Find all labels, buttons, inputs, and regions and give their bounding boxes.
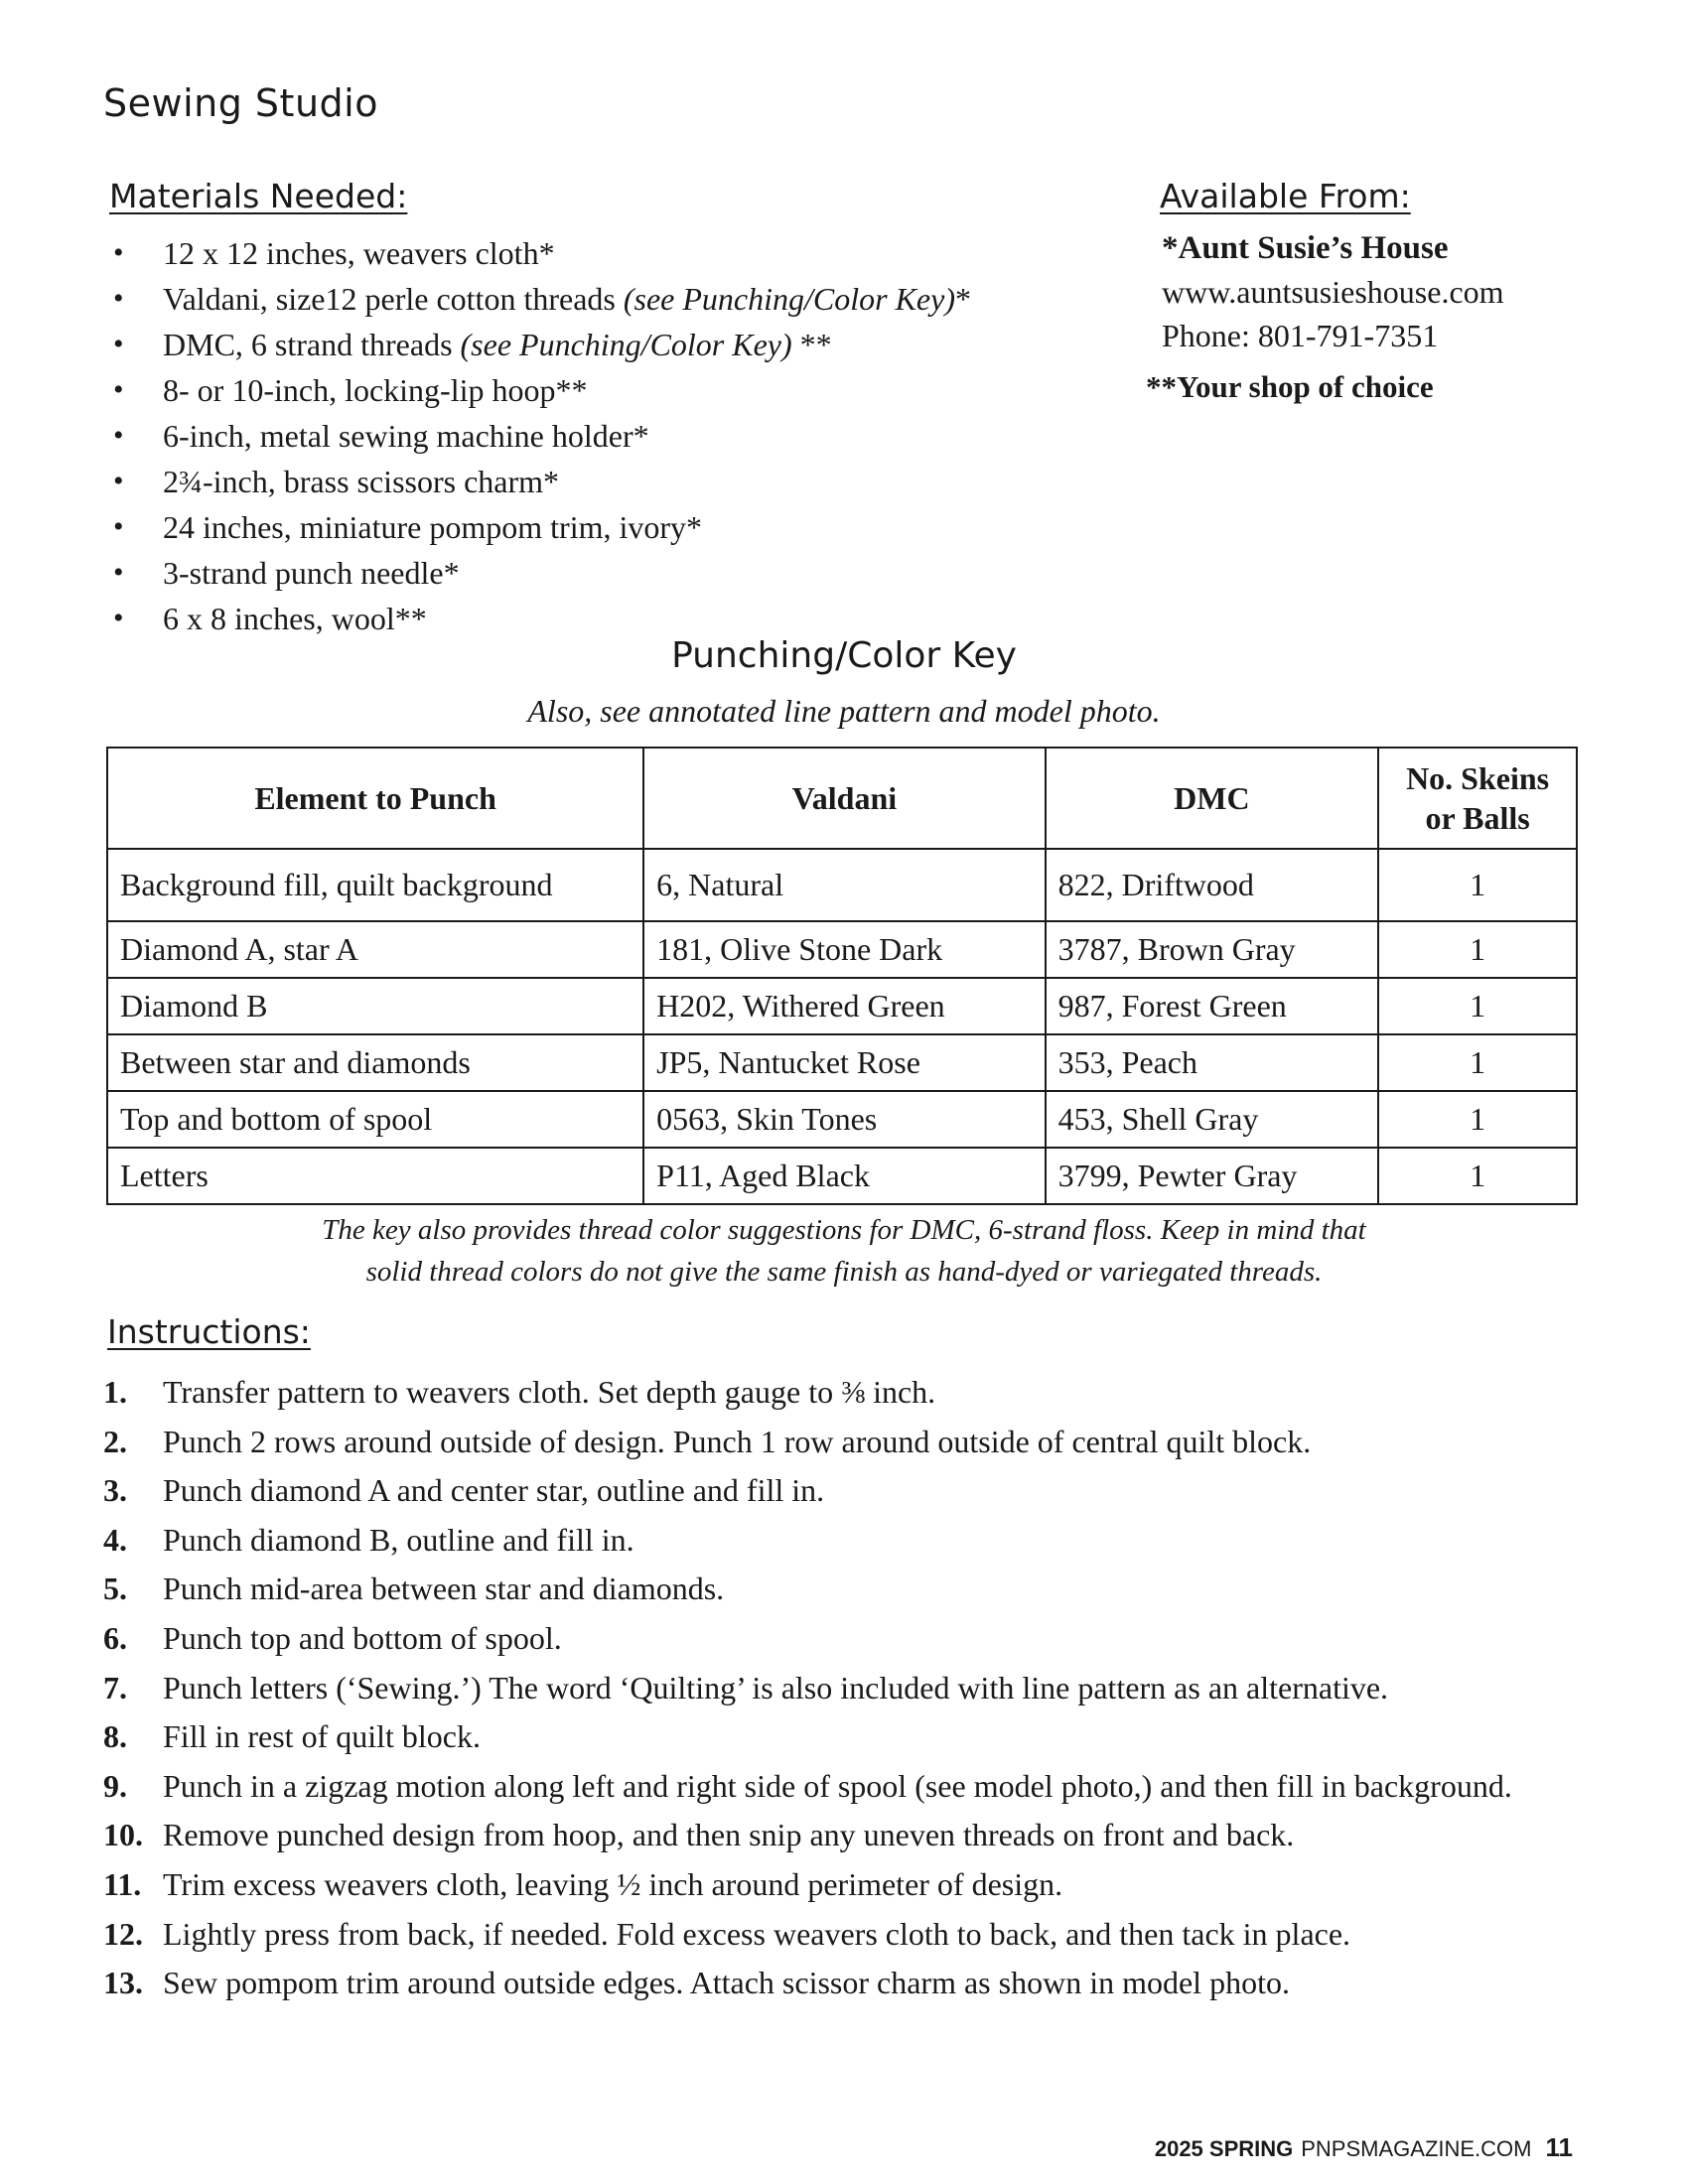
cell-element: Top and bottom of spool <box>107 1091 643 1148</box>
instruction-step: 11. Trim excess weavers cloth, leaving ½ inch around perimeter of design. <box>103 1865 1063 1902</box>
cell-dmc: 453, Shell Gray <box>1046 1091 1379 1148</box>
color-key-table <box>106 747 1578 1205</box>
cell-dmc: 353, Peach <box>1046 1034 1379 1091</box>
materials-heading: Materials Needed: <box>109 177 408 215</box>
materials-list <box>107 230 1100 641</box>
cell-dmc: 3787, Brown Gray <box>1046 921 1379 978</box>
instruction-step: 10. Remove punched design from hoop, and then snip any uneven threads on front and back. <box>103 1817 1295 1853</box>
cell-dmc: 987, Forest Green <box>1046 978 1379 1034</box>
instruction-step: 12. Lightly press from back, if needed. Fold excess weavers cloth to back, and then tack in place. <box>103 1915 1351 1952</box>
shop-phone: Phone: 801-791-7351 <box>1162 318 1439 353</box>
cell-valdani: H202, Withered Green <box>643 978 1045 1034</box>
footer-site[interactable]: PNPSMAGAZINE.COM <box>1301 2136 1532 2161</box>
column-header-valdani: Valdani <box>643 748 1045 849</box>
cell-element: Background fill, quilt background <box>107 849 643 921</box>
column-header-element: Element to Punch <box>107 748 643 849</box>
cell-qty: 1 <box>1378 921 1577 978</box>
instruction-step: 5. Punch mid-area between star and diamonds. <box>103 1570 725 1607</box>
cell-element: Diamond A, star A <box>107 921 643 978</box>
list-item: • 3-strand punch needle* <box>107 550 1100 596</box>
cell-qty: 1 <box>1378 1148 1577 1204</box>
cell-qty: 1 <box>1378 1091 1577 1148</box>
cell-qty: 1 <box>1378 849 1577 921</box>
color-key-title: Punching/Color Key <box>671 635 1017 676</box>
instruction-step: 2. Punch 2 rows around outside of design. Punch 1 row around outside of central quilt block. <box>103 1423 1312 1459</box>
page-number: 11 <box>1545 2132 1573 2162</box>
cell-dmc: 822, Driftwood <box>1046 849 1379 921</box>
cell-dmc: 3799, Pewter Gray <box>1046 1148 1379 1204</box>
list-item: • Valdani, size12 perle cotton threads (see Punching/Color Key)* <box>107 276 1100 322</box>
cell-element: Diamond B <box>107 978 643 1034</box>
table-row <box>107 849 1577 921</box>
table-row <box>107 978 1577 1034</box>
list-item: • 2¾-inch, brass scissors charm* <box>107 459 1100 504</box>
column-header-dmc: DMC <box>1046 748 1379 849</box>
instruction-step: 8. Fill in rest of quilt block. <box>103 1718 481 1755</box>
cell-valdani: 181, Olive Stone Dark <box>643 921 1045 978</box>
list-item: • 6 x 8 inches, wool** <box>107 596 1100 641</box>
color-key-note: The key also provides thread color suggestions for DMC, 6-strand floss. Keep in mind that solid thread colors do not give the same finish as hand-dyed or variegated threads. <box>322 1214 1366 1288</box>
instruction-step: 7. Punch letters (‘Sewing.’) The word ‘Quilting’ is also included with line pattern as an alternative. <box>103 1669 1389 1706</box>
instructions-list <box>103 1368 1652 2008</box>
page-footer <box>1155 2132 1573 2163</box>
list-item: • 24 inches, miniature pompom trim, ivory* <box>107 504 1100 550</box>
list-item: • 6-inch, metal sewing machine holder* <box>107 413 1100 459</box>
cell-qty: 1 <box>1378 978 1577 1034</box>
footer-issue: 2025 SPRING <box>1154 2136 1294 2161</box>
list-item: • 12 x 12 inches, weavers cloth* <box>107 230 1100 276</box>
list-item: • DMC, 6 strand threads (see Punching/Color Key) ** <box>107 322 1100 367</box>
column-header-skeins: No. Skeins or Balls <box>1378 748 1577 849</box>
instruction-step: 3. Punch diamond A and center star, outline and fill in. <box>103 1472 825 1509</box>
cell-valdani: JP5, Nantucket Rose <box>643 1034 1045 1091</box>
color-key-subtitle: Also, see annotated line pattern and model photo. <box>527 693 1161 729</box>
shop-url[interactable]: www.auntsusieshouse.com <box>1162 274 1504 310</box>
instruction-step: 4. Punch diamond B, outline and fill in. <box>103 1521 634 1558</box>
page-title: Sewing Studio <box>103 81 378 125</box>
instruction-step: 9. Punch in a zigzag motion along left and right side of spool (see model photo,) and then fill in background. <box>103 1767 1512 1804</box>
instruction-step: 13. Sew pompom trim around outside edges. Attach scissor charm as shown in model photo. <box>103 1965 1290 2001</box>
instruction-step: 1. Transfer pattern to weavers cloth. Set depth gauge to ⅜ inch. <box>103 1374 936 1410</box>
available-from-heading: Available From: <box>1160 177 1411 215</box>
cell-valdani: P11, Aged Black <box>643 1148 1045 1204</box>
cell-element: Letters <box>107 1148 643 1204</box>
table-row <box>107 1091 1577 1148</box>
shop-name: *Aunt Susie’s House <box>1162 230 1449 266</box>
list-item: • 8- or 10-inch, locking-lip hoop** <box>107 367 1100 413</box>
table-row <box>107 1034 1577 1091</box>
table-header-row <box>107 748 1577 849</box>
cell-valdani: 6, Natural <box>643 849 1045 921</box>
shop-of-choice: **Your shop of choice <box>1146 369 1434 404</box>
cell-element: Between star and diamonds <box>107 1034 643 1091</box>
instruction-step: 6. Punch top and bottom of spool. <box>103 1619 562 1656</box>
cell-valdani: 0563, Skin Tones <box>643 1091 1045 1148</box>
table-row <box>107 1148 1577 1204</box>
cell-qty: 1 <box>1378 1034 1577 1091</box>
table-row <box>107 921 1577 978</box>
instructions-heading: Instructions: <box>107 1312 311 1351</box>
